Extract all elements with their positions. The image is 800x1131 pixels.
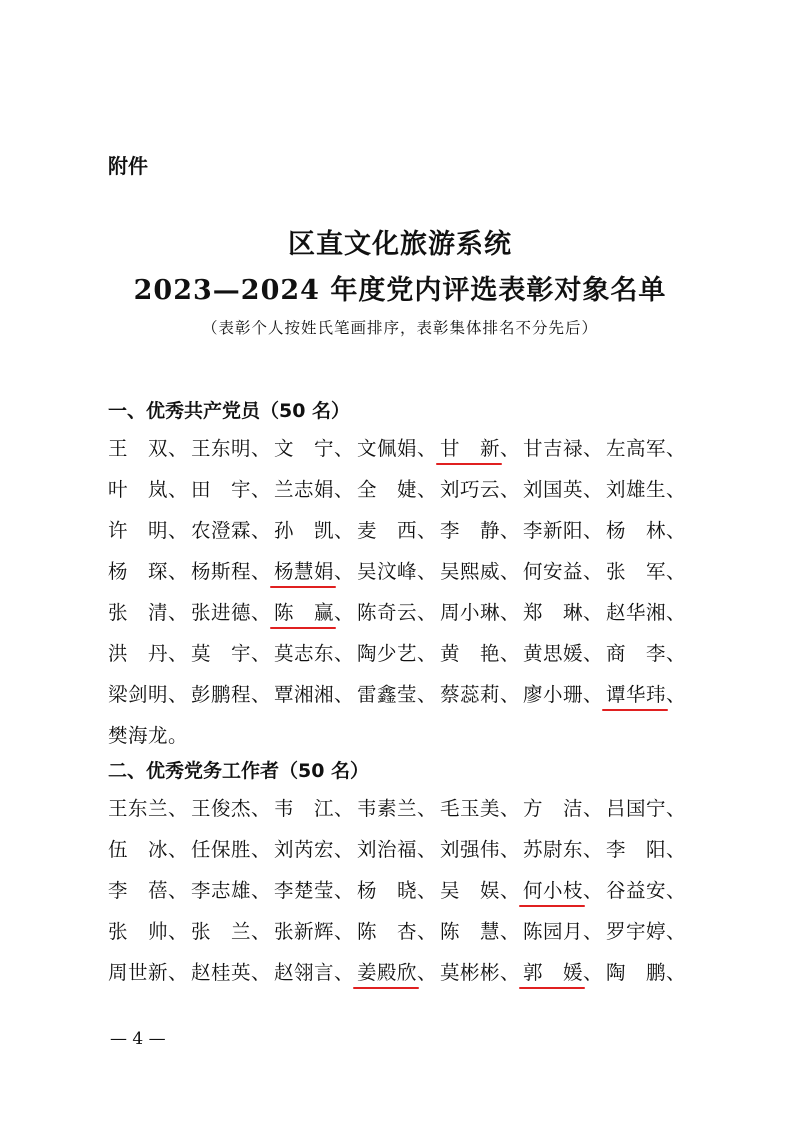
separator: 、	[583, 961, 604, 984]
name-text: 杨斯程	[191, 560, 252, 583]
separator: 、	[500, 560, 521, 583]
separator: 、	[583, 437, 604, 460]
name-text: 兰志娟	[274, 478, 335, 501]
name-text: 刘强伟	[440, 838, 501, 861]
name-text: 任保胜	[191, 838, 252, 861]
name-entry	[357, 911, 440, 952]
separator: 、	[251, 683, 272, 706]
name-entry	[108, 592, 191, 633]
separator: 、	[666, 560, 687, 583]
name-text: 何安益	[523, 560, 584, 583]
page-number: — 4 —	[110, 1029, 166, 1049]
attachment-label: 附件	[108, 154, 148, 178]
name-text: 杨 琛	[108, 560, 169, 583]
name-entry	[274, 829, 357, 870]
separator: 、	[168, 879, 189, 902]
name-text: 张新辉	[274, 920, 335, 943]
separator: 、	[251, 879, 272, 902]
name-text: 李 蓓	[108, 879, 169, 902]
name-entry	[523, 829, 606, 870]
separator: 、	[666, 683, 687, 706]
name-entry	[523, 592, 606, 633]
name-entry	[523, 952, 606, 993]
separator: 、	[168, 601, 189, 624]
separator: 、	[666, 601, 687, 624]
name-text-underlined: 甘 新	[440, 428, 500, 469]
name-entry	[440, 633, 523, 674]
name-entry	[108, 870, 191, 911]
separator: 、	[334, 838, 355, 861]
name-text: 陈奇云	[357, 601, 418, 624]
name-entry	[274, 952, 357, 993]
name-entry	[440, 911, 523, 952]
name-entry	[357, 829, 440, 870]
separator: 、	[251, 601, 272, 624]
name-entry	[606, 674, 689, 715]
name-text: 郑 琳	[523, 601, 584, 624]
separator: 、	[583, 797, 604, 820]
name-text: 叶 岚	[108, 478, 169, 501]
name-entry	[191, 911, 274, 952]
name-entry	[274, 870, 357, 911]
separator: 、	[666, 797, 687, 820]
separator: 、	[500, 920, 521, 943]
name-entry	[440, 829, 523, 870]
separator: 、	[168, 838, 189, 861]
name-entry	[108, 788, 191, 829]
name-entry	[274, 592, 357, 633]
separator: 、	[500, 642, 521, 665]
name-text: 孙 凯	[274, 519, 335, 542]
name-entry	[357, 551, 440, 592]
separator: 、	[251, 560, 272, 583]
name-entry	[523, 551, 606, 592]
name-text: 吴 娱	[440, 879, 501, 902]
name-text: 莫彬彬	[440, 961, 501, 984]
separator: 、	[417, 560, 438, 583]
name-text: 李 静	[440, 519, 501, 542]
name-entry	[274, 510, 357, 551]
name-entry	[357, 428, 440, 469]
name-text: 谷益安	[606, 879, 667, 902]
separator: 、	[251, 920, 272, 943]
separator: 、	[251, 642, 272, 665]
separator: 、	[417, 797, 438, 820]
name-entry	[191, 674, 274, 715]
separator: 、	[251, 961, 272, 984]
name-text: 罗宇婷	[606, 920, 667, 943]
separator: 、	[583, 683, 604, 706]
name-text: 王东明	[191, 437, 252, 460]
separator: 、	[500, 797, 521, 820]
separator: 、	[417, 920, 438, 943]
name-text-underlined: 杨慧娟	[274, 551, 334, 592]
name-text: 苏尉东	[523, 838, 584, 861]
separator: 、	[168, 961, 189, 984]
name-text-underlined: 何小枝	[523, 870, 583, 911]
name-text: 赵华湘	[606, 601, 667, 624]
name-entry	[440, 510, 523, 551]
name-entry	[357, 592, 440, 633]
name-entry	[108, 911, 191, 952]
name-entry	[440, 674, 523, 715]
name-entry	[108, 633, 191, 674]
name-text: 农澄霖	[191, 519, 252, 542]
name-entry	[191, 551, 274, 592]
name-entry	[191, 633, 274, 674]
name-text: 吕国宁	[606, 797, 667, 820]
name-entry	[606, 788, 689, 829]
name-text: 黄思媛	[523, 642, 584, 665]
name-entry	[191, 829, 274, 870]
name-text: 陈 慧	[440, 920, 501, 943]
name-text: 甘吉禄	[523, 437, 584, 460]
name-entry	[191, 952, 274, 993]
name-entry	[440, 428, 523, 469]
name-text: 文佩娟	[357, 437, 418, 460]
name-text: 张 军	[606, 560, 667, 583]
separator: 、	[334, 601, 355, 624]
name-text: 吴汶峰	[357, 560, 418, 583]
separator: 、	[583, 601, 604, 624]
separator: 、	[583, 519, 604, 542]
name-entry	[191, 510, 274, 551]
name-entry	[108, 674, 191, 715]
separator: 、	[417, 519, 438, 542]
name-text: 黄 艳	[440, 642, 501, 665]
name-text: 莫志东	[274, 642, 335, 665]
name-entry	[606, 911, 689, 952]
separator: 、	[251, 519, 272, 542]
separator: 、	[583, 560, 604, 583]
separator: 、	[168, 437, 189, 460]
name-entry	[357, 788, 440, 829]
name-text-underlined: 郭 媛	[523, 952, 583, 993]
name-text-underlined: 姜殿欣	[357, 952, 417, 993]
name-text-underlined: 陈 赢	[274, 592, 334, 633]
name-entry	[108, 469, 191, 510]
name-entry	[523, 469, 606, 510]
name-text: 覃湘湘	[274, 683, 335, 706]
name-text: 雷鑫莹	[357, 683, 418, 706]
name-text: 洪 丹	[108, 642, 169, 665]
separator: 、	[583, 838, 604, 861]
name-entry	[274, 911, 357, 952]
name-text: 王 双	[108, 437, 169, 460]
name-text: 韦 江	[274, 797, 335, 820]
separator: 、	[334, 519, 355, 542]
name-text: 王东兰	[108, 797, 169, 820]
name-text: 陶少艺	[357, 642, 418, 665]
name-entry	[357, 633, 440, 674]
name-text: 赵翎言	[274, 961, 335, 984]
name-entry	[440, 952, 523, 993]
name-text: 陈 杏	[357, 920, 418, 943]
name-entry	[440, 592, 523, 633]
name-text: 许 明	[108, 519, 169, 542]
name-entry	[357, 469, 440, 510]
name-text: 麦 西	[357, 519, 418, 542]
name-text: 彭鹏程	[191, 683, 252, 706]
separator: 、	[666, 920, 687, 943]
name-entry	[440, 870, 523, 911]
page-title: 区直文化旅游系统	[288, 229, 512, 260]
name-entry	[108, 952, 191, 993]
name-text: 陶 鹏	[606, 961, 667, 984]
name-entry	[357, 870, 440, 911]
separator: 、	[334, 961, 355, 984]
separator: 、	[334, 478, 355, 501]
name-text: 张 帅	[108, 920, 169, 943]
name-text: 张进德	[191, 601, 252, 624]
name-entry	[440, 469, 523, 510]
separator: 、	[500, 478, 521, 501]
name-text: 杨 晓	[357, 879, 418, 902]
name-text: 张 清	[108, 601, 169, 624]
name-entry	[357, 674, 440, 715]
name-text: 赵桂英	[191, 961, 252, 984]
name-entry	[606, 952, 689, 993]
separator: 、	[417, 683, 438, 706]
name-entry	[191, 870, 274, 911]
separator: 、	[666, 478, 687, 501]
separator: 、	[666, 519, 687, 542]
separator: 、	[666, 879, 687, 902]
separator: 。	[168, 724, 189, 747]
separator: 、	[583, 642, 604, 665]
separator: 、	[500, 879, 521, 902]
name-text: 陈园月	[523, 920, 584, 943]
name-entry	[606, 551, 689, 592]
separator: 、	[168, 642, 189, 665]
name-text: 李新阳	[523, 519, 584, 542]
name-entry	[274, 428, 357, 469]
name-entry	[108, 428, 191, 469]
name-entry	[440, 788, 523, 829]
separator: 、	[334, 560, 355, 583]
separator: 、	[500, 683, 521, 706]
separator: 、	[417, 642, 438, 665]
separator: 、	[251, 478, 272, 501]
separator: 、	[168, 519, 189, 542]
separator: 、	[666, 642, 687, 665]
separator: 、	[168, 920, 189, 943]
name-text: 樊海龙	[108, 724, 169, 747]
page-title-line2: 2023—2024 年度党内评选表彰对象名单	[133, 275, 667, 306]
name-entry	[523, 633, 606, 674]
name-text: 伍 冰	[108, 838, 169, 861]
section-heading-excellent-members: 一、优秀共产党员（50 名）	[108, 400, 351, 422]
separator: 、	[334, 437, 355, 460]
name-text: 刘芮宏	[274, 838, 335, 861]
separator: 、	[334, 920, 355, 943]
separator: 、	[500, 961, 521, 984]
separator: 、	[583, 879, 604, 902]
name-text: 方 洁	[523, 797, 584, 820]
name-entry	[523, 870, 606, 911]
separator: 、	[500, 437, 521, 460]
separator: 、	[334, 642, 355, 665]
name-entry	[606, 633, 689, 674]
name-text: 刘治福	[357, 838, 418, 861]
name-entry	[108, 715, 188, 756]
name-entry	[357, 510, 440, 551]
name-entry	[606, 469, 689, 510]
name-text: 廖小珊	[523, 683, 584, 706]
separator: 、	[251, 437, 272, 460]
name-text: 韦素兰	[357, 797, 418, 820]
name-entry	[606, 592, 689, 633]
separator: 、	[417, 838, 438, 861]
separator: 、	[417, 879, 438, 902]
name-entry	[606, 428, 689, 469]
separator: 、	[168, 560, 189, 583]
separator: 、	[500, 601, 521, 624]
name-text: 李志雄	[191, 879, 252, 902]
separator: 、	[251, 838, 272, 861]
separator: 、	[168, 797, 189, 820]
name-text: 李 阳	[606, 838, 667, 861]
separator: 、	[168, 683, 189, 706]
separator: 、	[168, 478, 189, 501]
separator: 、	[666, 961, 687, 984]
name-entry	[523, 428, 606, 469]
name-text: 刘巧云	[440, 478, 501, 501]
separator: 、	[417, 961, 438, 984]
name-entry	[108, 551, 191, 592]
name-text: 王俊杰	[191, 797, 252, 820]
separator: 、	[666, 437, 687, 460]
name-text: 吴熙威	[440, 560, 501, 583]
separator: 、	[417, 601, 438, 624]
name-text: 刘雄生	[606, 478, 667, 501]
name-list-party-workers	[108, 788, 708, 993]
name-list-excellent-members	[108, 428, 708, 756]
name-text: 商 李	[606, 642, 667, 665]
name-entry	[191, 428, 274, 469]
separator: 、	[417, 478, 438, 501]
name-text: 左高军	[606, 437, 667, 460]
name-entry	[274, 788, 357, 829]
name-text: 刘国英	[523, 478, 584, 501]
name-entry	[274, 469, 357, 510]
separator: 、	[583, 920, 604, 943]
name-entry	[523, 674, 606, 715]
name-text: 田 宇	[191, 478, 252, 501]
name-entry	[191, 788, 274, 829]
name-text: 蔡蕊莉	[440, 683, 501, 706]
name-entry	[440, 551, 523, 592]
name-entry	[523, 510, 606, 551]
section-heading-party-workers: 二、优秀党务工作者（50 名）	[108, 760, 370, 782]
separator: 、	[334, 797, 355, 820]
name-entry	[274, 674, 357, 715]
name-text: 文 宁	[274, 437, 335, 460]
separator: 、	[334, 683, 355, 706]
name-entry	[606, 870, 689, 911]
separator: 、	[500, 838, 521, 861]
separator: 、	[417, 437, 438, 460]
name-text: 梁剑明	[108, 683, 169, 706]
name-entry	[357, 952, 440, 993]
separator: 、	[583, 478, 604, 501]
separator: 、	[334, 879, 355, 902]
page-subtitle: （表彰个人按姓氏笔画排序，表彰集体排名不分先后）	[201, 319, 598, 337]
separator: 、	[500, 519, 521, 542]
name-entry	[606, 829, 689, 870]
name-entry	[274, 551, 357, 592]
name-entry	[191, 592, 274, 633]
name-entry	[606, 510, 689, 551]
name-text: 莫 宇	[191, 642, 252, 665]
name-entry	[523, 788, 606, 829]
name-text: 杨 林	[606, 519, 667, 542]
name-text: 李楚莹	[274, 879, 335, 902]
name-entry	[274, 633, 357, 674]
name-entry	[191, 469, 274, 510]
name-entry	[108, 829, 191, 870]
separator: 、	[251, 797, 272, 820]
name-text: 全 婕	[357, 478, 418, 501]
name-entry	[108, 510, 191, 551]
name-text-underlined: 谭华玮	[606, 674, 666, 715]
name-text: 张 兰	[191, 920, 252, 943]
name-entry	[523, 911, 606, 952]
separator: 、	[666, 838, 687, 861]
name-text: 周小琳	[440, 601, 501, 624]
name-text: 毛玉美	[440, 797, 501, 820]
name-text: 周世新	[108, 961, 169, 984]
